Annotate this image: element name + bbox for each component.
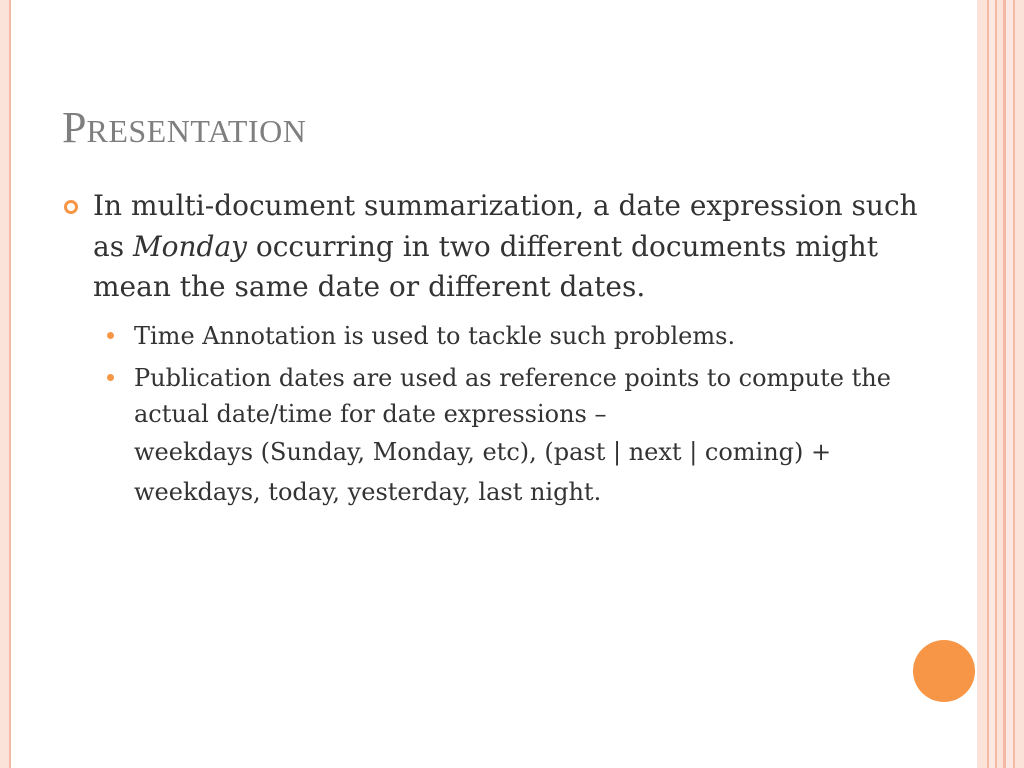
sub-bullet-2-continuation: weekdays (Sunday, Monday, etc), (past | next | coming) + weekdays, today, yesterday, last night.: [134, 437, 832, 506]
sub-bullet-item-2: [62, 360, 922, 512]
bullet-item-1: [62, 186, 922, 308]
hollow-circle-bullet-icon: [64, 200, 78, 214]
left-border-decoration: [0, 0, 9, 768]
bullet-1-italic-text: Monday: [132, 229, 247, 263]
dot-bullet-icon: [107, 332, 114, 339]
bullet-1-text-after: occurring in two different documents might mean the same date or different dates.: [93, 229, 878, 303]
left-border-line: [9, 0, 11, 768]
sub-bullet-1-text: Time Annotation is used to tackle such problems.: [134, 321, 736, 350]
slide-title: [62, 103, 307, 152]
slide-title-first-letter: P: [62, 103, 87, 152]
right-stripe-1: [977, 0, 987, 768]
dot-bullet-icon: [107, 374, 114, 381]
decorative-orange-circle: [913, 640, 975, 702]
slide-content: [62, 186, 922, 512]
right-stripe-7: [1006, 0, 1013, 768]
right-stripe-9: [1015, 0, 1024, 768]
bullet-1-text-before: In multi-document summarization, a date expression such as: [93, 189, 918, 263]
sub-bullet-2-text: Publication dates are used as reference points to compute the actual date/time for date expressions –: [134, 363, 891, 428]
slide-title-rest: RESENTATION: [86, 113, 307, 149]
sub-bullet-item-1: [62, 318, 922, 354]
